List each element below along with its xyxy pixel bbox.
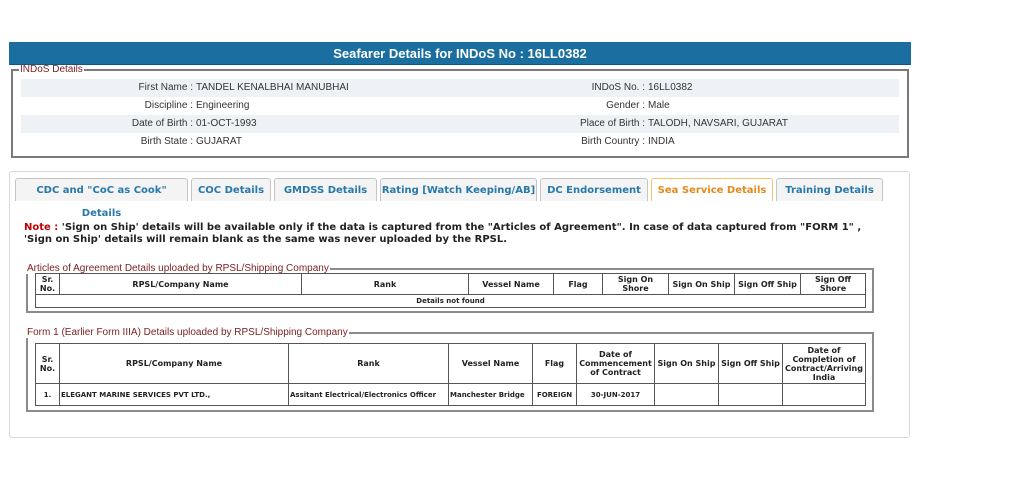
column-header: Vessel Name xyxy=(469,274,554,295)
indos-field-value: GUJARAT xyxy=(196,136,242,147)
indos-info-row xyxy=(21,97,899,115)
cell-flag: FOREIGN xyxy=(533,384,577,406)
cell-company: ELEGANT MARINE SERVICES PVT LTD., xyxy=(60,384,289,406)
cell-sr: 1. xyxy=(36,384,60,406)
indos-field-label: Discipline : xyxy=(144,100,193,111)
column-header: Flag xyxy=(533,344,577,384)
column-header: Vessel Name xyxy=(449,344,533,384)
indos-field-value: 16LL0382 xyxy=(648,82,693,93)
indos-field-value: TANDEL KENALBHAI MANUBHAI xyxy=(196,82,349,93)
tab-cdc-and-coc-as-cook-details[interactable]: CDC and "CoC as Cook" Details xyxy=(15,178,188,201)
column-header: Sr. No. xyxy=(36,274,60,295)
column-header: Sr. No. xyxy=(36,344,60,384)
indos-field-label: Birth Country : xyxy=(581,136,645,147)
column-header: Sign Off Ship xyxy=(735,274,801,295)
column-header: Sign Off Shore xyxy=(801,274,866,295)
indos-field-label: INDoS No. : xyxy=(591,82,645,93)
indos-info-row xyxy=(21,79,899,97)
indos-field-label: Gender : xyxy=(606,100,645,111)
column-header: Rank xyxy=(289,344,449,384)
cell-vessel: Manchester Bridge xyxy=(449,384,533,406)
articles-table xyxy=(35,273,866,308)
indos-info-row xyxy=(21,133,899,151)
form1-legend: Form 1 (Earlier Form IIIA) Details uploaded by RPSL/Shipping Company xyxy=(27,327,348,338)
column-header: Sign Off Ship xyxy=(719,344,783,384)
tab-gmdss-details[interactable]: GMDSS Details xyxy=(274,178,377,201)
indos-field-value: Engineering xyxy=(196,100,250,111)
column-header: Date of Commencement of Contract xyxy=(577,344,655,384)
cell-sign-on xyxy=(655,384,719,406)
tab-rating-watch-keeping-ab[interactable]: Rating [Watch Keeping/AB] xyxy=(380,178,537,201)
note-label: Note : xyxy=(24,222,59,233)
tab-dc-endorsement[interactable]: DC Endorsement xyxy=(540,178,648,201)
indos-details-legend: INDoS Details xyxy=(20,64,83,75)
tab-sea-service-details[interactable]: Sea Service Details xyxy=(651,178,773,201)
cell-rank: Assitant Electrical/Electronics Officer xyxy=(289,384,449,406)
cell-sign-off xyxy=(719,384,783,406)
page-title: Seafarer Details for INDoS No : 16LL0382 xyxy=(9,42,911,65)
column-header: Sign On Shore xyxy=(603,274,669,295)
column-header: Flag xyxy=(554,274,603,295)
indos-field-label: Birth State : xyxy=(140,136,193,147)
column-header: RPSL/Company Name xyxy=(60,344,289,384)
articles-legend: Articles of Agreement Details uploaded by RPSL/Shipping Company xyxy=(27,263,329,274)
column-header: Sign On Ship xyxy=(669,274,735,295)
indos-field-label: First Name : xyxy=(138,82,193,93)
indos-field-label: Place of Birth : xyxy=(579,118,645,129)
indos-field-value: 01-OCT-1993 xyxy=(196,118,257,129)
cell-commencement: 30-JUN-2017 xyxy=(577,384,655,406)
indos-field-value: TALODH, NAVSARI, GUJARAT xyxy=(648,118,789,129)
column-header: Sign On Ship xyxy=(655,344,719,384)
column-header: Rank xyxy=(302,274,469,295)
table-row xyxy=(36,384,866,406)
column-header: RPSL/Company Name xyxy=(60,274,302,295)
indos-field-label: Date of Birth : xyxy=(131,118,193,129)
form1-table xyxy=(35,343,866,406)
tab-training-details[interactable]: Training Details xyxy=(776,178,883,201)
indos-field-value: INDIA xyxy=(648,136,675,147)
indos-details-section xyxy=(11,64,909,158)
column-header: Date of Completion of Contract/Arriving India xyxy=(783,344,866,384)
indos-info-row xyxy=(21,115,899,133)
sea-service-note xyxy=(24,222,884,246)
cell-completion xyxy=(783,384,866,406)
indos-field-value: Male xyxy=(648,100,670,111)
details-not-found-message: Details not found xyxy=(36,295,866,308)
tab-coc-details[interactable]: COC Details xyxy=(191,178,271,201)
note-text: 'Sign on Ship' details will be available only if the data is captured from the "Articles of Agreement". In case of data captured from "FORM 1" , 'Sign on Ship' details will remain blank as the same was never uploaded by the RPSL. xyxy=(24,222,862,245)
